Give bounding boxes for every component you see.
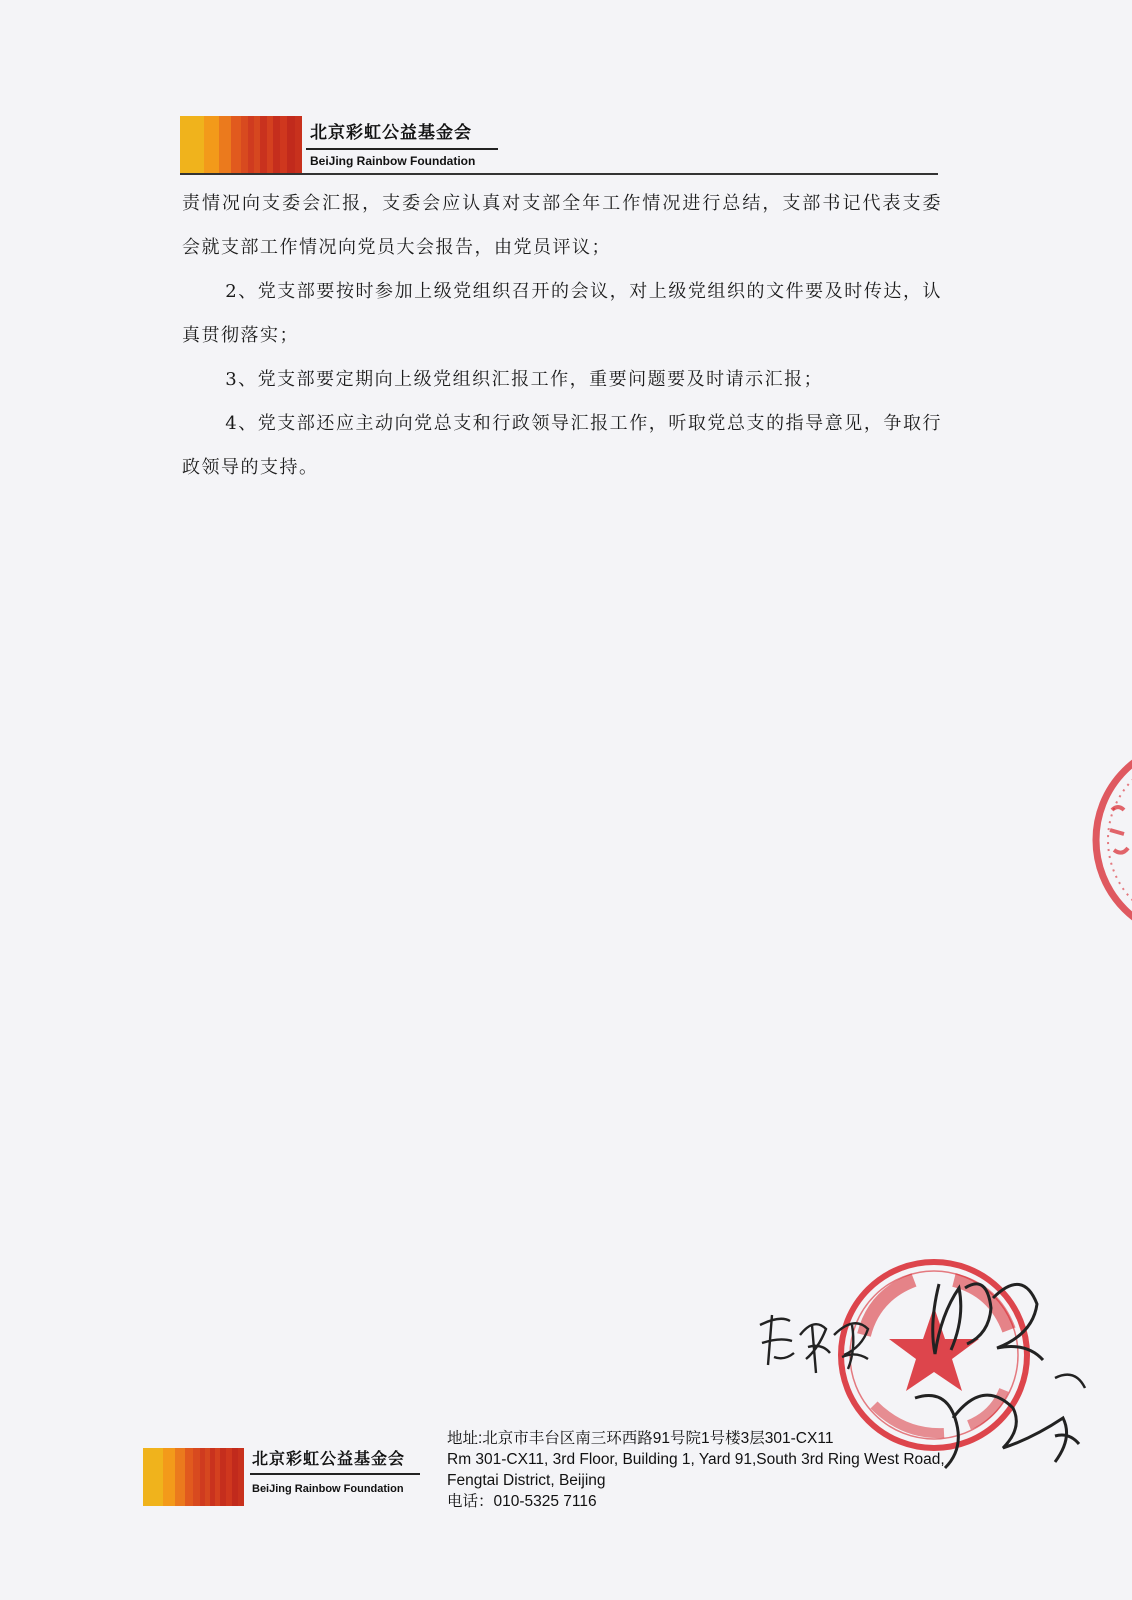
header-divider [180, 173, 938, 175]
footer-org-name-en: BeiJing Rainbow Foundation [252, 1483, 404, 1495]
footer-org-name-cn: 北京彩虹公益基金会 [252, 1449, 406, 1468]
header-org-name-cn: 北京彩虹公益基金会 [310, 123, 472, 143]
header-org-name-en: BeiJing Rainbow Foundation [310, 154, 476, 168]
footer-logo-bar [143, 1448, 244, 1506]
body-text [182, 182, 942, 490]
footer-phone: 电话：010-5325 7116 [447, 1493, 597, 1510]
paragraph-item-4: 4、党支部还应主动向党总支和行政领导汇报工作，听取党总支的指导意见，争取行政领导的支持。 [182, 413, 942, 478]
edge-seal-fragment [1084, 740, 1132, 940]
footer-contact [447, 1428, 945, 1512]
paragraph-item-2: 2、党支部要按时参加上级党组织召开的会议，对上级党组织的文件要及时传达，认真贯彻落实； [182, 281, 942, 346]
footer-address-en-line1: Rm 301-CX11, 3rd Floor, Building 1, Yard 91,South 3rd Ring West Road, [447, 1451, 945, 1468]
paragraph-continuation: 责情况向支委会汇报，支委会应认真对支部全年工作情况进行总结，支部书记代表支委会就支部工作情况向党员大会报告，由党员评议； [182, 193, 942, 258]
footer-address-cn: 地址:北京市丰台区南三环西路91号院1号楼3层301-CX11 [447, 1430, 834, 1447]
footer-sub-divider [250, 1473, 420, 1475]
footer-address-en-line2: Fengtai District, Beijing [447, 1472, 606, 1489]
header-logo-bar [180, 116, 302, 173]
signature-left [752, 1295, 892, 1385]
paragraph-item-3: 3、党支部要定期向上级党组织汇报工作，重要问题要及时请示汇报； [225, 369, 824, 390]
header-sub-divider [306, 148, 498, 150]
